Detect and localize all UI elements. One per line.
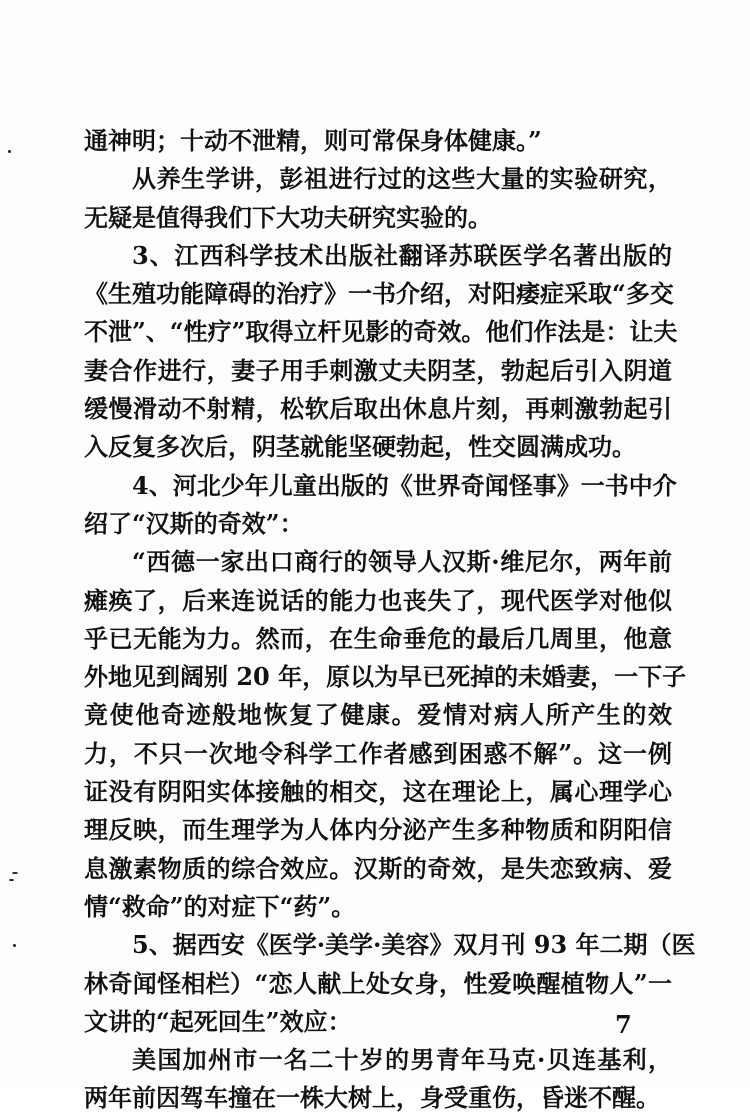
text-line: 无疑是值得我们下大功夫研究实验的。 <box>84 202 492 232</box>
text-line: 理反映，而生理学为人体内分泌产生多种物质和阴阳信 <box>84 815 672 845</box>
text-line: 《生殖功能障碍的治疗》一书介绍，对阳痿症采取“多交 <box>84 279 674 309</box>
text-line: 5、据西安《医学·美学·美容》双月刊 93 年二期（医 <box>132 930 696 960</box>
paragraph <box>84 467 677 544</box>
paragraph <box>84 543 687 926</box>
text-line: 绍了“汉斯的奇效”： <box>84 508 304 538</box>
text-line: 证没有阴阳实体接触的相交，这在理论上，属心理学心 <box>84 777 672 807</box>
text-line: 两年前因驾车撞在一株大树上，身受重伤，昏迷不醒。 <box>84 1083 660 1113</box>
text-line: 妻合作进行，妻子用手刺激丈夫阴茎，勃起后引入阴道 <box>84 355 672 385</box>
text-line: 乎已无能为力。然而，在生命垂危的最后几周里，他意 <box>84 623 672 653</box>
page-number: 7 <box>615 1010 632 1039</box>
text-line: 美国加州市一名二十岁的男青年马克·贝连基利， <box>132 1045 672 1075</box>
scan-speck <box>13 944 16 947</box>
text-line: 4、河北少年儿童出版的《世界奇闻怪事》一书中介 <box>132 470 677 500</box>
scan-speck <box>12 872 18 874</box>
text-line: “西德一家出口商行的领导人汉斯·维尼尔，两年前 <box>132 547 672 577</box>
paragraph <box>84 160 672 237</box>
body-text <box>84 122 696 1118</box>
text-line: 入反复多次后，阴茎就能坚硬勃起，性交圆满成功。 <box>84 432 636 462</box>
paragraph <box>84 237 678 467</box>
text-line: 林奇闻怪相栏）“恋人献上处女身，性爱唤醒植物人”一 <box>84 968 672 998</box>
text-line: 力，不只一次地令科学工作者感到困惑不解”。这一例 <box>84 738 672 768</box>
scan-speck <box>9 879 14 881</box>
scan-speck <box>8 150 11 153</box>
text-line: 通神明；十动不泄精，则可常保身体健康。” <box>84 126 542 155</box>
text-line: 瘫痪了，后来连说话的能力也丧失了，现代医学对他似 <box>84 585 672 615</box>
paragraph <box>84 926 696 1041</box>
paragraph <box>84 1041 672 1118</box>
text-line: 外地见到阔别 20 年，原以为早已死掉的未婚妻，一下子 <box>84 662 687 692</box>
text-line: 息激素物质的综合效应。汉斯的奇效，是失恋致病、爱 <box>84 853 672 883</box>
text-line: 情“救命”的对症下“药”。 <box>84 891 356 921</box>
text-line: 缓慢滑动不射精，松软后取出休息片刻，再刺激勃起引 <box>84 394 672 424</box>
text-line: 竟使他奇迹般地恢复了健康。爱情对病人所产生的效 <box>84 700 672 730</box>
text-line: 3、江西科学技术出版社翻译苏联医学名著出版的 <box>132 240 672 270</box>
text-line: 文讲的“起死回生”效应： <box>84 1006 352 1036</box>
paragraph <box>84 122 672 160</box>
text-line: 从养生学讲，彭祖进行过的这些大量的实验研究， <box>132 164 672 194</box>
text-line: 不泄”、“性疗”取得立杆见影的奇效。他们作法是：让夫 <box>84 317 678 347</box>
